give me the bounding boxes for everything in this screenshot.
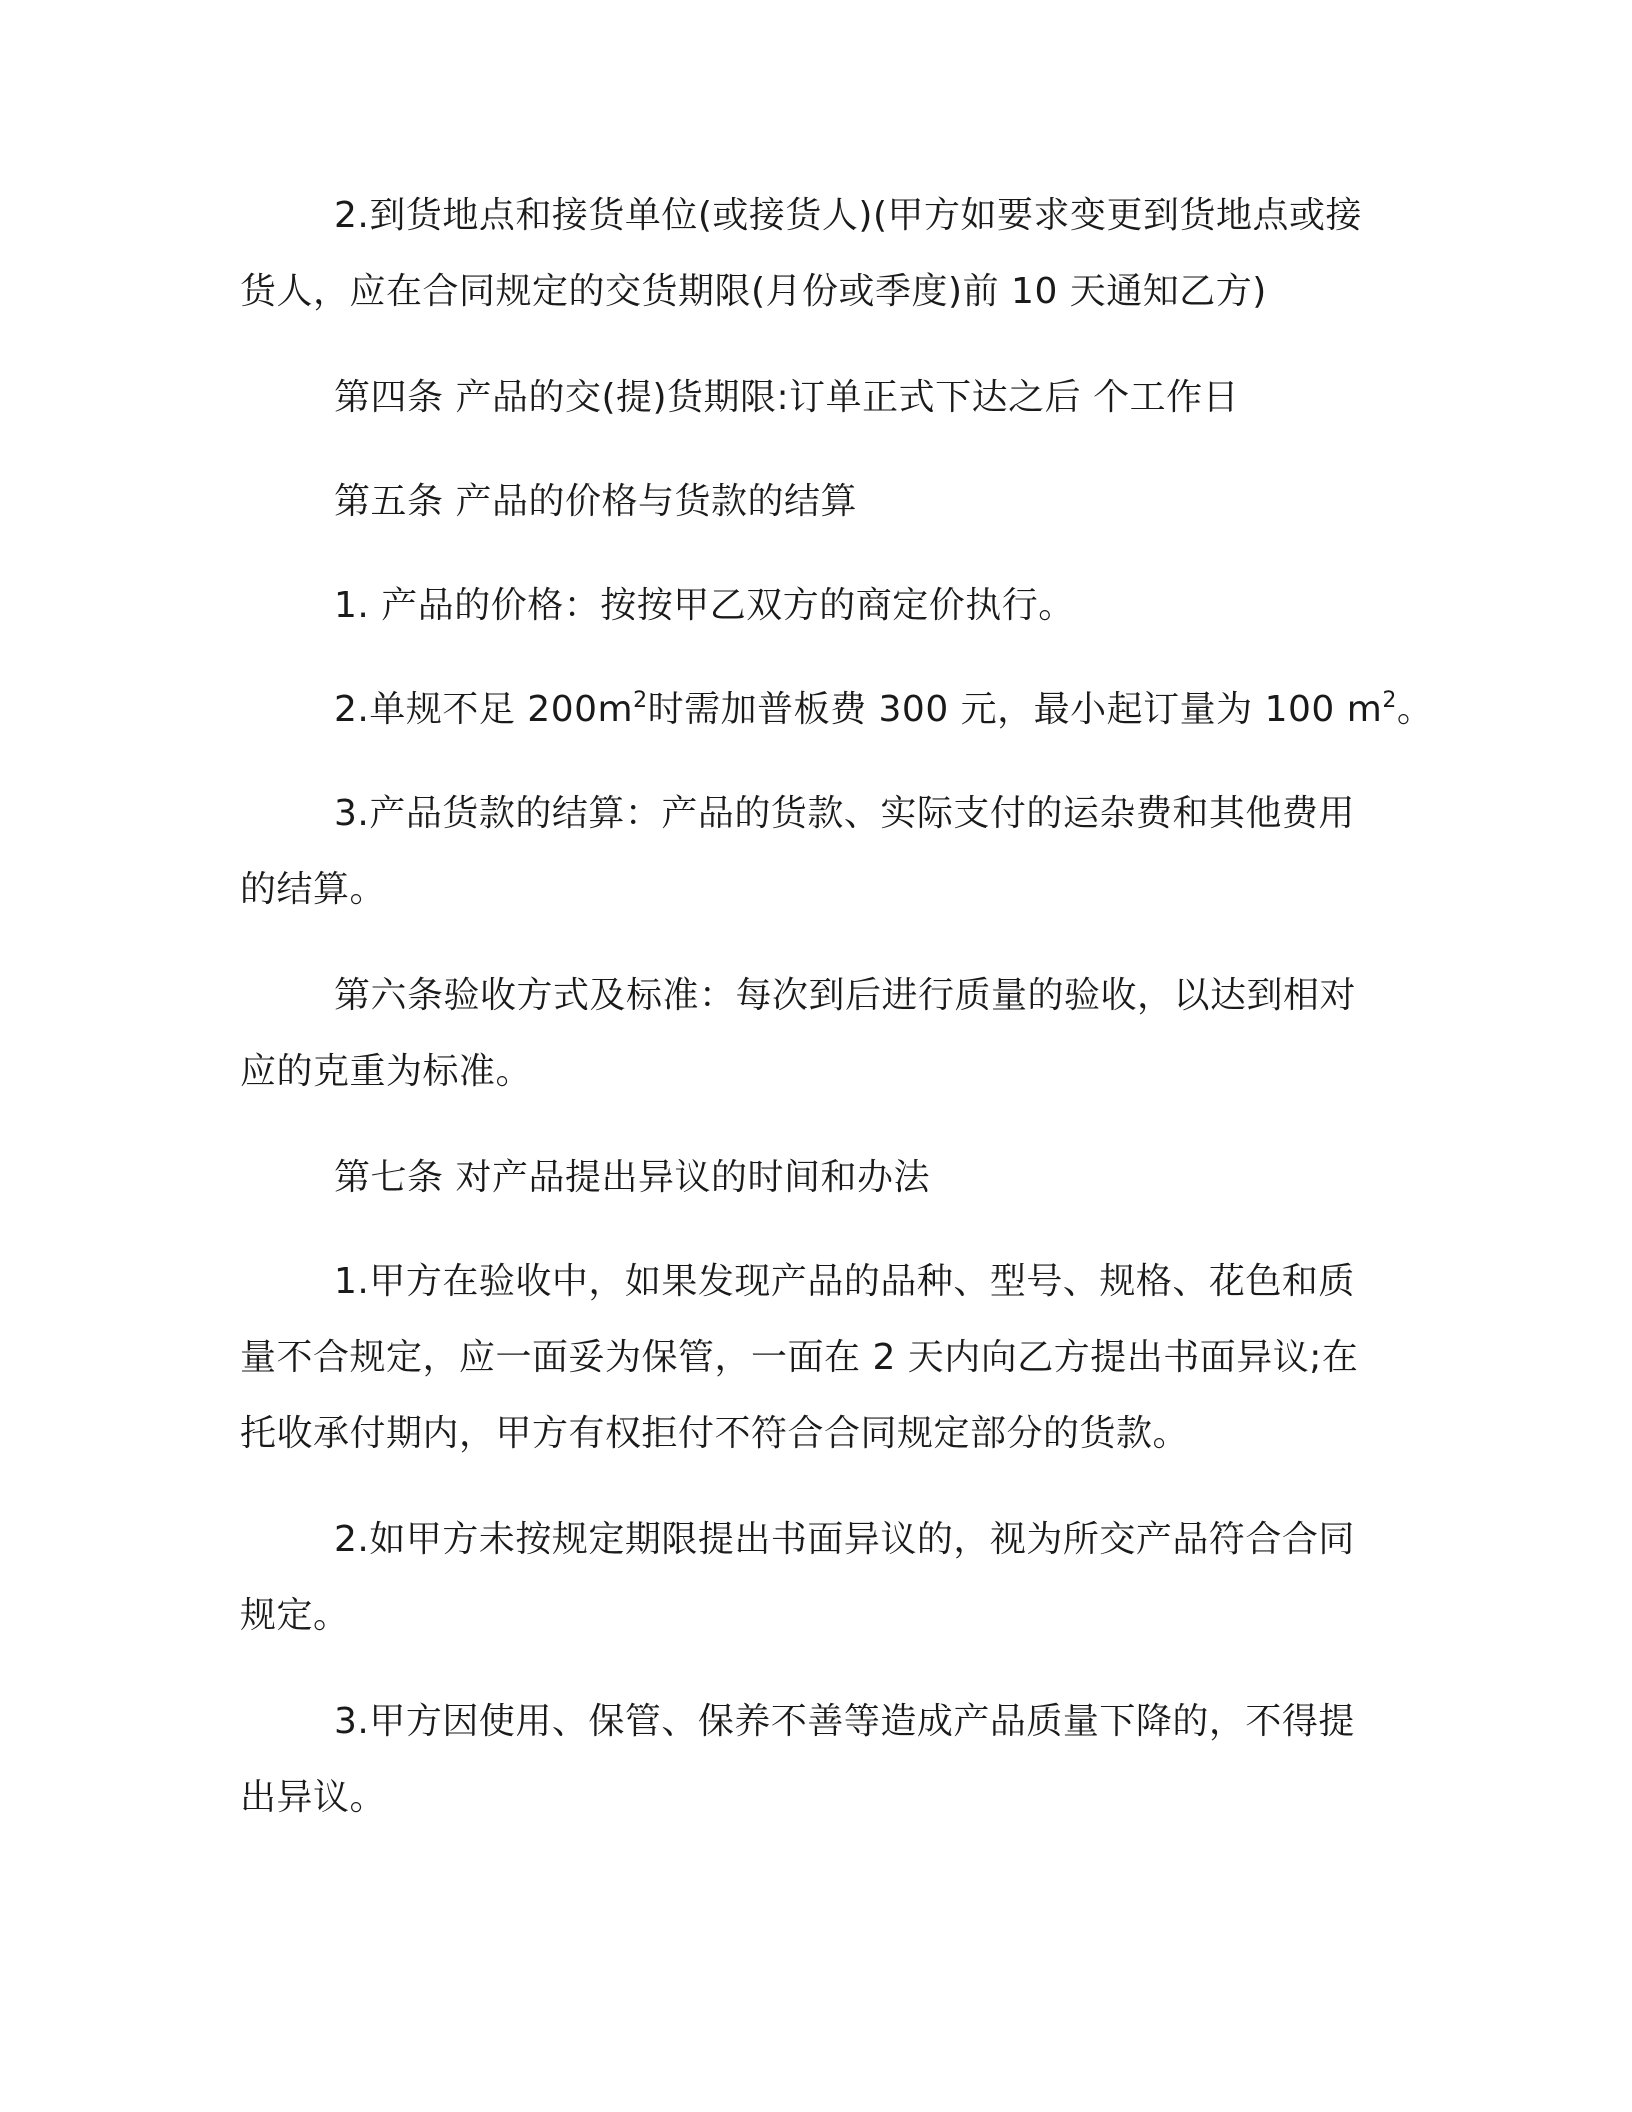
text-line: 2.如甲方未按规定期限提出书面异议的，视为所交产品符合合同: [334, 1519, 1355, 1560]
text-line: 应的克重为标准。: [240, 1051, 533, 1092]
paragraph-article-6: [240, 958, 1380, 1110]
text-line: 托收承付期内，甲方有权拒付不符合合同规定部分的货款。: [240, 1413, 1190, 1454]
text-line: 第七条 对产品提出异议的时间和办法: [334, 1157, 930, 1198]
paragraph-plate-fee: [240, 672, 1434, 748]
paragraph-delivery-location: [240, 178, 1380, 330]
text-line: 货人，应在合同规定的交货期限(月份或季度)前 10 天通知乙方): [240, 271, 1267, 312]
paragraph-objection-deadline: [240, 1502, 1380, 1654]
text-line: 第六条验收方式及标准：每次到后进行质量的验收，以达到相对: [334, 975, 1357, 1016]
text-segment: 时需加普板费 300 元，最小起订量为 100 m: [647, 689, 1383, 730]
paragraph-article-4: [240, 360, 1380, 436]
text-line: 规定。: [240, 1595, 350, 1636]
paragraph-article-5-heading: [240, 464, 1380, 540]
text-line: 出异议。: [240, 1777, 387, 1818]
text-line: 3.产品货款的结算：产品的货款、实际支付的运杂费和其他费用: [334, 793, 1355, 834]
paragraph-settlement: [240, 776, 1380, 928]
paragraph-price: [240, 568, 1380, 644]
text-line: 的结算。: [240, 869, 387, 910]
text-line: 第五条 产品的价格与货款的结算: [334, 481, 857, 522]
text-line: 1. 产品的价格：按按甲乙双方的商定价执行。: [334, 585, 1075, 626]
text-segment: 2.单规不足 200m: [334, 689, 634, 730]
superscript: 2: [633, 688, 648, 713]
text-segment: 。: [1396, 689, 1434, 730]
text-line: 3.甲方因使用、保管、保养不善等造成产品质量下降的，不得提: [334, 1701, 1355, 1742]
text-line: 第四条 产品的交(提)货期限:订单正式下达之后 个工作日: [334, 377, 1240, 418]
superscript: 2: [1382, 688, 1397, 713]
text-line: 2.到货地点和接货单位(或接货人)(甲方如要求变更到货地点或接: [334, 195, 1362, 236]
text-line: 量不合规定，应一面妥为保管，一面在 2 天内向乙方提出书面异议;在: [240, 1337, 1359, 1378]
text-line: 1.甲方在验收中，如果发现产品的品种、型号、规格、花色和质: [334, 1261, 1355, 1302]
paragraph-article-7-heading: [240, 1140, 1380, 1216]
paragraph-objection-exclusion: [240, 1684, 1380, 1836]
paragraph-objection-procedure: [240, 1244, 1380, 1472]
text-line: [240, 672, 1434, 748]
